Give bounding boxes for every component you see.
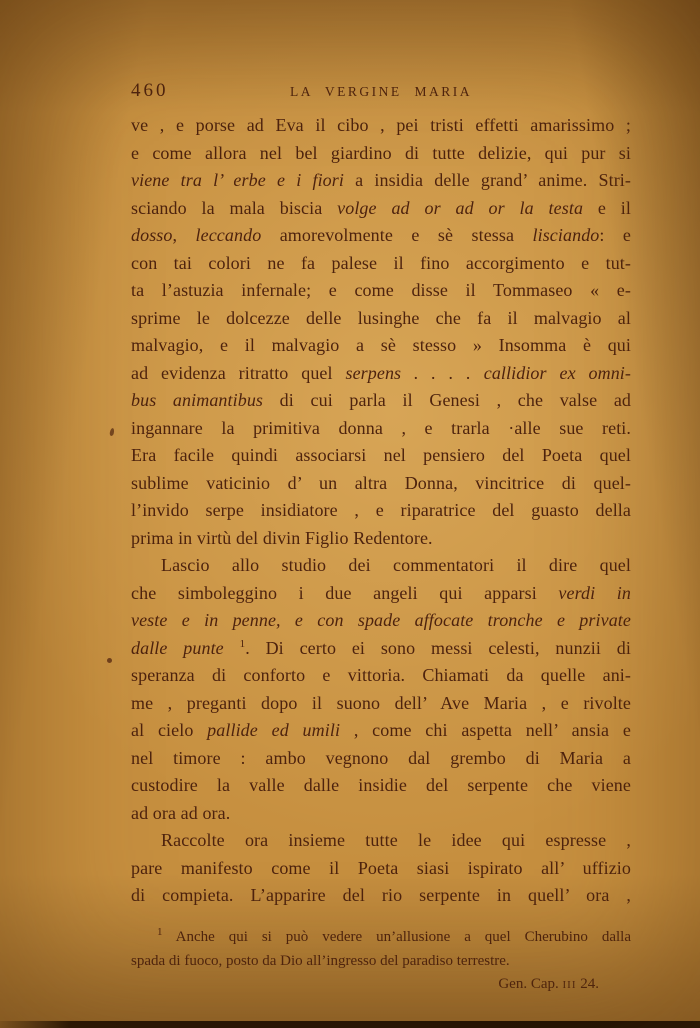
text-line: bus animantibus di cui parla il Genesi , che valse ad bbox=[131, 390, 631, 410]
text-line: speranza di conforto e vittoria. Chiamati da quelle ani- bbox=[131, 665, 631, 685]
text-line: dalle punte $^1$. Di certo ei sono messi celesti, nunzii di bbox=[131, 637, 631, 658]
text-line: ta l’astuzia infernale; e come disse il Tommaseo « e- bbox=[131, 280, 631, 300]
text-line: e come allora nel bel giardino di tutte delizie, qui pur si bbox=[131, 142, 631, 163]
text-line: Raccolte ora insieme tutte le idee qui espresse , bbox=[161, 830, 631, 850]
text-line: ingannare la primitiva donna , e trarla ·alle sue reti. bbox=[131, 417, 631, 438]
text-line: spada di fuoco, posto da Dio all’ingresso del paradiso terrestre. bbox=[131, 952, 510, 969]
text-line: ad evidenza ritratto quel serpens . . . . callidior ex omni- bbox=[131, 362, 631, 383]
page-header bbox=[131, 80, 631, 102]
text-line: sprime le dolcezze delle lusinghe che fa il malvagio al bbox=[131, 307, 631, 328]
page-speck bbox=[107, 658, 112, 663]
text-line: Era facile quindi associarsi nel pensiero del Poeta quel bbox=[131, 445, 631, 465]
text-line: di compieta. L’apparire del rio serpente in quell’ ora , bbox=[131, 885, 631, 905]
text-line: l’invido serpe insidiatore , e riparatrice del guasto della bbox=[131, 500, 631, 520]
footnote-reference: Gen. Cap. iii 24. bbox=[498, 976, 599, 992]
text-line: prima in virtù del divin Figlio Redentore. bbox=[131, 527, 433, 548]
scan-edge-shadow bbox=[0, 1021, 700, 1028]
footnote bbox=[131, 926, 631, 997]
text-line: dosso, leccando amorevolmente e sè stessa lisciando: e bbox=[131, 225, 631, 245]
text-line: sciando la mala biscia volge ad or ad or la testa e il bbox=[131, 197, 631, 218]
text-line: sublime vaticinio d’ un altra Donna, vincitrice di quel- bbox=[131, 472, 631, 493]
text-line: nel timore : ambo vegnono dal grembo di Maria a bbox=[131, 747, 631, 768]
body-text bbox=[131, 112, 631, 910]
page-number: 460 bbox=[131, 80, 169, 101]
text-line: veste e in penne, e con spade affocate tronche e private bbox=[131, 610, 631, 630]
text-line: con tai colori ne fa palese il fino accorgimento e tut- bbox=[131, 252, 631, 273]
text-line: $^1$ Anche qui si può vedere un’allusione a quel Cherubino dalla bbox=[157, 926, 631, 945]
text-line: malvagio, e il malvagio a sè stesso » Insomma è qui bbox=[131, 335, 631, 355]
running-title: LA VERGINE MARIA bbox=[290, 84, 472, 99]
text-line: pare manifesto come il Poeta siasi ispirato all’ uffizio bbox=[131, 857, 631, 878]
text-line: al cielo pallide ed umili , come chi aspetta nell’ ansia e bbox=[131, 720, 631, 740]
footnote-text bbox=[131, 926, 631, 973]
text-line: ad ora ad ora. bbox=[131, 802, 231, 823]
page-speck bbox=[109, 428, 115, 437]
text-line: viene tra l’ erbe e i fiori a insidia delle grand’ anime. Stri- bbox=[131, 170, 631, 190]
text-line: me , preganti dopo il suono dell’ Ave Maria , e rivolte bbox=[131, 692, 631, 713]
text-line: custodire la valle dalle insidie del serpente che viene bbox=[131, 775, 631, 795]
text-line: Lascio allo studio dei commentatori il dire quel bbox=[161, 555, 631, 575]
text-line: ve , e porse ad Eva il cibo , pei tristi effetti amarissimo ; bbox=[131, 115, 631, 135]
text-line: che simboleggino i due angeli qui apparsi verdi in bbox=[131, 582, 631, 603]
